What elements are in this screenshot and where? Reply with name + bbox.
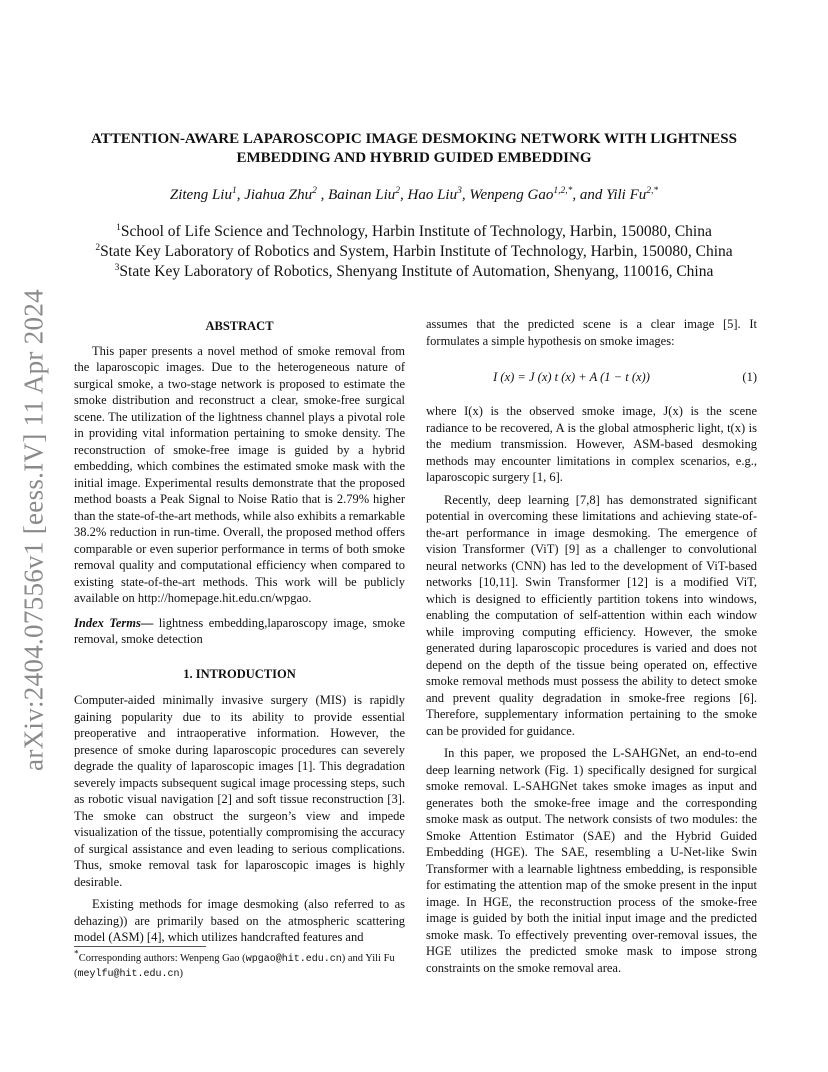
footnote-text: Corresponding authors: Wenpeng Gao ( bbox=[78, 953, 246, 964]
affiliations bbox=[40, 222, 788, 282]
author-name: Ziteng Liu bbox=[169, 187, 232, 203]
footnote-rule bbox=[74, 946, 206, 947]
right-column bbox=[426, 316, 757, 982]
affiliation-text: School of Life Science and Technology, Harbin Institute of Technology, Harbin, 150080, China bbox=[120, 223, 712, 240]
equation-number: (1) bbox=[742, 370, 757, 384]
arxiv-identifier bbox=[14, 280, 54, 780]
affiliation bbox=[40, 242, 788, 262]
author-name: Hao Liu bbox=[407, 187, 458, 203]
index-terms-text: lightness embedding,laparoscopy image, smoke removal, smoke detection bbox=[74, 615, 406, 646]
author-sup: 2,* bbox=[646, 186, 659, 196]
body-paragraph: Recently, deep learning [7,8] has demonstrated significant potential in overcoming these limitations and achieving state-of-the-art performance in image desmoking. The emergence of vision Transformer (ViT) [9] as a challenger to convolutional neural networks (CNN) has led to the development of ViT-based networks [10,11]. Swin Transformer [12] is a modified ViT, which is designed to efficiently partition tokens into windows, enabling the computation of self-attention within each window while improving computing efficiency. However, the smoke generated during laparoscopic procedures is varied and does not depend on the depth of the tissue being operated on, effective smoke removal methods must possess the ability to detect smoke and prevent quality degradation in smoke-free regions [6]. Therefore, supplementary information pertaining to the smoke can be provided for guidance. bbox=[426, 492, 757, 738]
author-name: Wenpeng Gao bbox=[469, 187, 554, 203]
equation-body: I (x) = J (x) t (x) + A (1 − t (x)) bbox=[493, 370, 650, 384]
affiliation-sup: 1 bbox=[116, 222, 121, 233]
left-column bbox=[74, 316, 405, 952]
abstract-text: This paper presents a novel method of smoke removal from the laparoscopic images. Due to the heterogeneous nature of surgical smoke, a two-stage network is proposed to estimate the smoke distribution and reconstruct a clear, smoke-free surgical scene. The utilization of the lightness channel plays a pivotal role in providing vital information pertaining to smoke density. The reconstruction of smoke-free image is guided by a hybrid embedding, which combines the estimated smoke mask with the initial image. Experimental results demonstrate that the proposed method boasts a Peak Signal to Noise Ratio that is 2.79% higher than the state-of-the-art methods, while also exhibits a remarkable 38.2% reduction in run-time. Overall, the proposed method offers comparable or even superior performance in terms of both smoke removal quality and computational efficiency when compared to existing state-of-the-art methods. This work will be publicly available on http://homepage.hit.edu.cn/wpgao. bbox=[74, 343, 405, 605]
author-sup: 1 bbox=[231, 186, 237, 196]
introduction-heading: 1. INTRODUCTION bbox=[183, 666, 296, 681]
affiliation-sup: 3 bbox=[114, 262, 120, 273]
author-sup: 3 bbox=[457, 186, 462, 196]
index-terms bbox=[74, 615, 405, 648]
arxiv-identifier-text: arXiv:2404.07556v1 [eess.IV] 11 Apr 2024 bbox=[18, 289, 49, 771]
footnote-mark: * bbox=[74, 949, 79, 960]
introduction-paragraph: Existing methods for image desmoking (also referred to as dehazing)) are primarily based on the atmospheric scattering model (ASM) [4], which utilizes handcrafted features and bbox=[74, 897, 405, 944]
author-name: Yili Fu bbox=[606, 187, 647, 203]
author-sup: 2 bbox=[312, 186, 317, 196]
author-sup: 2 bbox=[395, 186, 400, 196]
body-paragraph: assumes that the predicted scene is a clear image [5]. It formulates a simple hypothesis on smoke images: bbox=[426, 317, 757, 348]
author-sup: 1,2,* bbox=[553, 186, 573, 196]
email-link[interactable]: meylfu@hit.edu.cn bbox=[77, 968, 180, 980]
author-name: Jiahua Zhu bbox=[244, 187, 313, 203]
affiliation-text: State Key Laboratory of Robotics and System, Harbin Institute of Technology, Harbin, 150080, China bbox=[100, 243, 733, 260]
paper-title: ATTENTION-AWARE LAPAROSCOPIC IMAGE DESMOKING NETWORK WITH LIGHTNESS EMBEDDING AND HYBRID GUIDED EMBEDDING bbox=[91, 131, 737, 166]
footnote-text: ) bbox=[179, 967, 184, 979]
body-paragraph: where I(x) is the observed smoke image, J(x) is the scene radiance to be recovered, A is the global atmospheric light, t(x) is the medium transmission. However, ASM-based desmoking methods may encounter limitations in complex scenarios, e.g., laparoscopic surgery [1, 6]. bbox=[426, 404, 757, 484]
affiliation bbox=[40, 222, 788, 242]
equation bbox=[426, 369, 757, 389]
footnote bbox=[74, 949, 405, 981]
email-link[interactable]: wpgao@hit.edu.cn bbox=[245, 954, 342, 965]
author-name: Bainan Liu bbox=[328, 187, 396, 203]
footnote-text: ) and Yili Fu ( bbox=[74, 953, 395, 979]
introduction-paragraph: Computer-aided minimally invasive surgery (MIS) is rapidly gaining popularity due to its ability to provide essential preoperative and intraoperative information. However, the presence of smoke during laparoscopic procedures can severely degrade the quality of laparoscopic images [1]. This degradation severely impacts subsequent sugical image processing steps, such as robotic visual navigation [2] and soft tissue reconstruction [3]. The smoke can obstruct the surgeon’s view and impede visualization of the tissue, potentially compromising the accuracy of surgical assistance and even leading to serious complications. Thus, smoke removal task for laparoscopic images is highly desirable. bbox=[74, 693, 405, 889]
abstract-heading: ABSTRACT bbox=[205, 319, 274, 333]
affiliation-text: State Key Laboratory of Robotics, Shenyang Institute of Automation, Shenyang, 110016, China bbox=[119, 263, 714, 280]
affiliation bbox=[40, 262, 788, 282]
index-terms-label: Index Terms— bbox=[74, 615, 154, 630]
body-paragraph: In this paper, we proposed the L-SAHGNet, an end-to-end deep learning network (Fig. 1) specifically designed for surgical smoke removal. L-SAHGNet takes smoke images as input and generates both the smoke-free image and the corresponding smoke mask as output. The network consists of two modules: the Smoke Attention Estimator (SAE) and the Hybrid Guided Embedding (HGE). The SAE, resembling a U-Net-like Swin Transformer with a learnable lightness embedding, is responsible for estimating the attention map of the smoke present in the input image. In HGE, the reconstruction process of the smoke-free image is guided by both the initial input image and the predicted smoke mask. To effectively preventing over-removal issues, the HGE utilizes the predicted smoke mask to impose strong constraints on the smoke removal area. bbox=[426, 746, 757, 975]
author-list: Ziteng Liu$^1$, Jiahua Zhu$^2$ , Bainan Liu$^2$, Hao Liu$^3$, Wenpeng Gao$^{1,2,*}$, and Yili $Fu^{2,*}$ bbox=[169, 186, 659, 203]
affiliation-sup: 2 bbox=[95, 242, 101, 253]
